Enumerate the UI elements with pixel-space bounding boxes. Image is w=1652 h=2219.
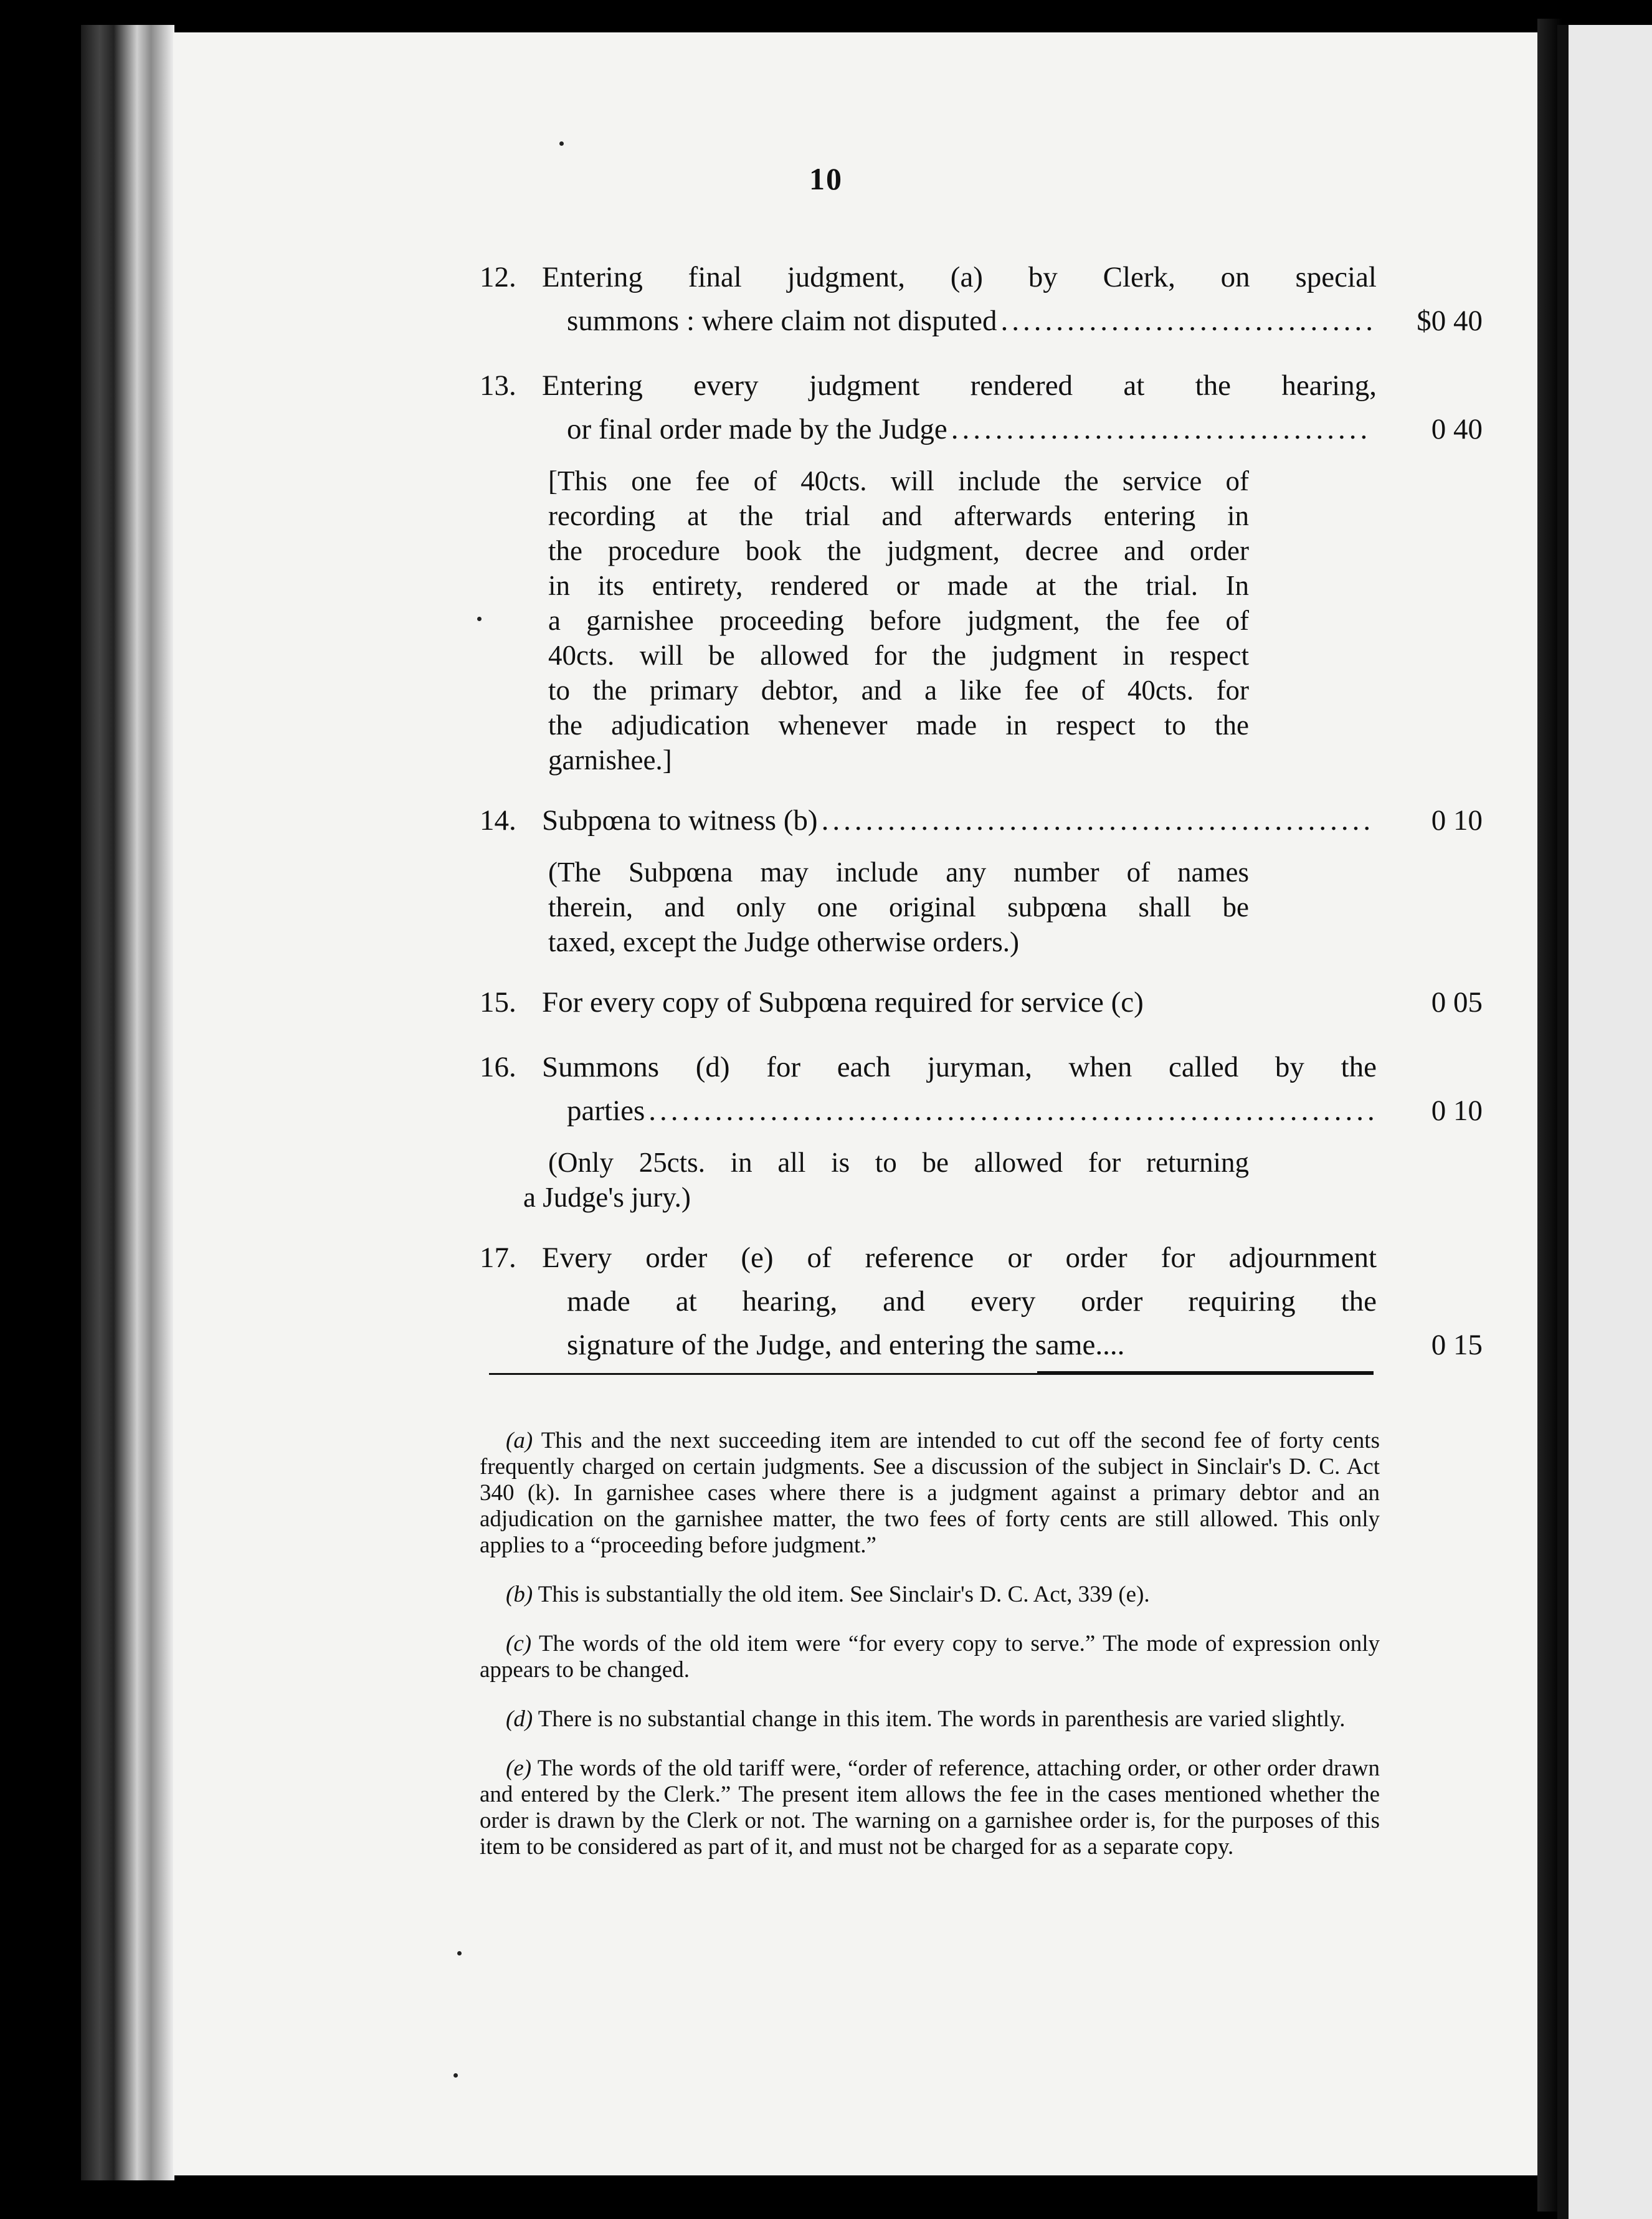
note-line: the procedure book the judgment, decree and order [548,535,1249,566]
item-text: summons : where claim not disputed [567,305,997,337]
footnote-text: This and the next succeeding item are intended to cut off the second fee of forty cents frequently charged on certain judgments. See a discussion of the subject in Sinclair's D. C. Act 340 (k). In garnishee cases where there is a judgment against a primary debtor and an adjudication on the garnishee matter, the two fees of forty cents are still allowed. This only applies to a “proceeding before judgment.” [480,1428,1380,1558]
next-page-sliver [1557,25,1652,2219]
page-number: 10 [809,161,843,196]
footnote-e [480,1756,1380,1860]
footnote-c [480,1631,1380,1683]
footnote-text: There is no substantial change in this item. The words in parenthesis are varied slightly. [538,1706,1346,1732]
footnote-a [480,1428,1380,1559]
footnote-text: The words of the old item were “for every copy to serve.” The mode of expression only appears to be changed. [480,1631,1380,1683]
ink-speck [559,141,564,146]
tariff-item-14 [480,799,1483,959]
note-line: (The Subpœna may include any number of names [548,857,1249,888]
note-line: a Judge's jury.) [523,1182,691,1213]
footnote-key: (b) [506,1582,533,1607]
item-number: 12. [480,261,516,293]
item-text: Entering final judgment, (a) by Clerk, on special [542,261,1377,293]
footnote-key: (c) [506,1631,532,1656]
fee-amount: 0 10 [1431,1095,1483,1127]
tariff-item-13 [480,364,1483,777]
leader-dots [1001,299,1373,343]
footnote-text: The words of the old tariff were, “order of reference, attaching order, or other order drawn and entered by the Clerk.” The present item allows the fee in the cases mentioned whether the order is drawn by the Clerk or not. The warning on a garnishee order is, for the purposes of this item to be considered as part of it, and must not be charged for as a separate copy. [480,1756,1380,1860]
item-note [548,855,1249,959]
leader-dots [822,799,1373,842]
fee-amount: 0 40 [1431,413,1483,445]
footnote-d [480,1706,1380,1732]
item-text: Subpœna to witness (b) [542,804,818,837]
item-text: Summons (d) for each juryman, when called by the [542,1051,1377,1083]
item-number: 17. [480,1242,516,1274]
item-note [523,1145,1249,1215]
leader-dots [951,407,1373,451]
footnotes [480,1405,1380,1869]
item-number: 16. [480,1051,516,1083]
tariff-item-16 [480,1045,1483,1215]
item-text: signature of the Judge, and entering the same.... [567,1329,1125,1361]
footnote-key: (d) [506,1706,533,1732]
ink-speck [453,2073,458,2078]
item-text: or final order made by the Judge [567,413,947,445]
item-text: Every order (e) of reference or order for adjournment [542,1242,1377,1274]
item-text: made at hearing, and every order requiring the [567,1285,1377,1318]
item-number: 15. [480,986,516,1019]
ink-speck [457,1951,462,1955]
book-spine-shadow [81,25,174,2180]
footnote-key: (e) [506,1756,532,1781]
tariff-item-15 [480,981,1483,1024]
leader-dots [648,1089,1373,1133]
note-line: [This one fee of 40cts. will include the service of [548,465,1249,497]
fee-tariff-list [480,255,1483,1388]
item-text: parties [567,1095,645,1127]
fee-amount: 0 05 [1431,986,1483,1019]
note-line: garnishee.] [548,744,672,776]
footnote-rule [489,1373,1374,1375]
item-text: For every copy of Subpœna required for service (c) [542,986,1144,1019]
note-line: the adjudication whenever made in respect to the [548,710,1249,741]
fee-amount: $0 40 [1417,305,1483,337]
item-number: 13. [480,369,516,402]
note-line: (Only 25cts. in all is to be allowed for returning [548,1147,1249,1178]
item-note [548,463,1249,777]
fee-amount: 0 15 [1431,1329,1483,1361]
item-text: Entering every judgment rendered at the hearing, [542,369,1377,402]
tariff-item-17 [480,1236,1483,1367]
footnote-b [480,1582,1380,1608]
note-line: 40cts. will be allowed for the judgment in respect [548,640,1249,671]
note-line: therein, and only one original subpœna shall be [548,891,1249,923]
note-line: recording at the trial and afterwards entering in [548,500,1249,531]
tariff-item-12 [480,255,1483,343]
note-line: taxed, except the Judge otherwise orders.) [548,926,1019,957]
note-line: a garnishee proceeding before judgment, the fee of [548,605,1249,636]
note-line: in its entirety, rendered or made at the trial. In [548,570,1249,601]
item-number: 14. [480,804,516,837]
footnote-text: This is substantially the old item. See Sinclair's D. C. Act, 339 (e). [538,1582,1150,1607]
fee-amount: 0 10 [1431,804,1483,837]
footnote-key: (a) [506,1428,533,1453]
note-line: to the primary debtor, and a like fee of 40cts. for [548,675,1249,706]
